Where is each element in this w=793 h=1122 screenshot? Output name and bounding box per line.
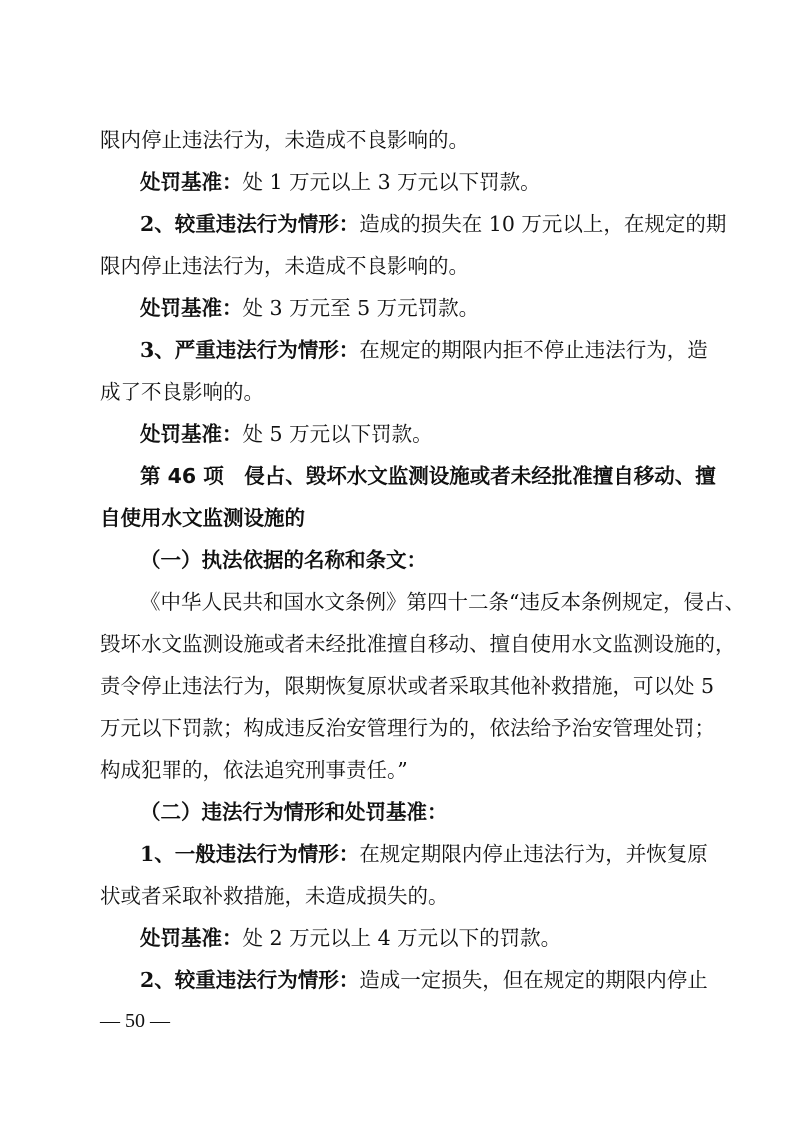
text-line bbox=[100, 756, 408, 784]
line-text: 处 1 万元以上 3 万元以下罚款。 bbox=[242, 170, 541, 194]
text-line bbox=[140, 210, 727, 238]
bold-label: 处罚基准： bbox=[140, 296, 243, 320]
line-text: 状或者采取补救措施，未造成损失的。 bbox=[100, 884, 449, 908]
text-line bbox=[100, 714, 715, 742]
text-line bbox=[140, 840, 708, 868]
line-text: 《中华人民共和国水文条例》第四十二条“违反本条例规定，侵占、 bbox=[140, 590, 745, 614]
line-text: 限内停止违法行为，未造成不良影响的。 bbox=[100, 254, 469, 278]
line-text: 处 2 万元以上 4 万元以下的罚款。 bbox=[242, 926, 562, 950]
bold-label: 处罚基准： bbox=[140, 422, 243, 446]
text-line bbox=[100, 882, 449, 910]
line-text: 万元以下罚款；构成违反治安管理行为的，依法给予治安管理处罚； bbox=[100, 716, 715, 740]
text-line bbox=[100, 378, 264, 406]
text-line bbox=[140, 588, 745, 616]
line-text: 处 3 万元至 5 万元罚款。 bbox=[242, 296, 480, 320]
text-line bbox=[100, 252, 469, 280]
line-text: 造成一定损失，但在规定的期限内停止 bbox=[359, 968, 708, 992]
line-text: 毁坏水文监测设施或者未经批准擅自移动、擅自使用水文监测设施的， bbox=[100, 632, 736, 656]
line-text: 责令停止违法行为，限期恢复原状或者采取其他补救措施，可以处 5 bbox=[100, 674, 715, 698]
bold-label: 处罚基准： bbox=[140, 170, 243, 194]
bold-label: 1、一般违法行为情形： bbox=[140, 842, 360, 866]
page-number: — 50 — bbox=[100, 1010, 170, 1032]
bold-label: （一）执法依据的名称和条文： bbox=[140, 548, 427, 572]
text-line bbox=[140, 462, 716, 490]
text-line bbox=[140, 546, 427, 574]
line-text: 造成的损失在 10 万元以上，在规定的期 bbox=[359, 212, 727, 236]
line-text: 在规定期限内停止违法行为，并恢复原 bbox=[359, 842, 708, 866]
line-text: 在规定的期限内拒不停止违法行为，造 bbox=[359, 338, 708, 362]
line-text: 构成犯罪的，依法追究刑事责任。” bbox=[100, 758, 408, 782]
line-text: 限内停止违法行为，未造成不良影响的。 bbox=[100, 128, 469, 152]
bold-label: （二）违法行为情形和处罚基准： bbox=[140, 800, 448, 824]
text-line bbox=[100, 504, 305, 532]
bold-label: 2、较重违法行为情形： bbox=[140, 968, 360, 992]
bold-label: 3、严重违法行为情形： bbox=[140, 338, 360, 362]
text-line bbox=[140, 420, 433, 448]
text-line bbox=[140, 924, 561, 952]
line-text: 处 5 万元以下罚款。 bbox=[242, 422, 433, 446]
section-heading: 第 46 项 侵占、毁坏水文监测设施或者未经批准擅自移动、擅 bbox=[140, 464, 716, 488]
line-text: 成了不良影响的。 bbox=[100, 380, 264, 404]
text-line bbox=[100, 630, 736, 658]
text-line bbox=[140, 966, 708, 994]
text-line bbox=[100, 126, 469, 154]
text-line bbox=[100, 672, 715, 700]
section-heading: 自使用水文监测设施的 bbox=[100, 506, 305, 530]
bold-label: 2、较重违法行为情形： bbox=[140, 212, 360, 236]
text-line bbox=[140, 168, 541, 196]
text-line bbox=[140, 294, 479, 322]
text-line bbox=[140, 336, 708, 364]
bold-label: 处罚基准： bbox=[140, 926, 243, 950]
text-line bbox=[140, 798, 448, 826]
